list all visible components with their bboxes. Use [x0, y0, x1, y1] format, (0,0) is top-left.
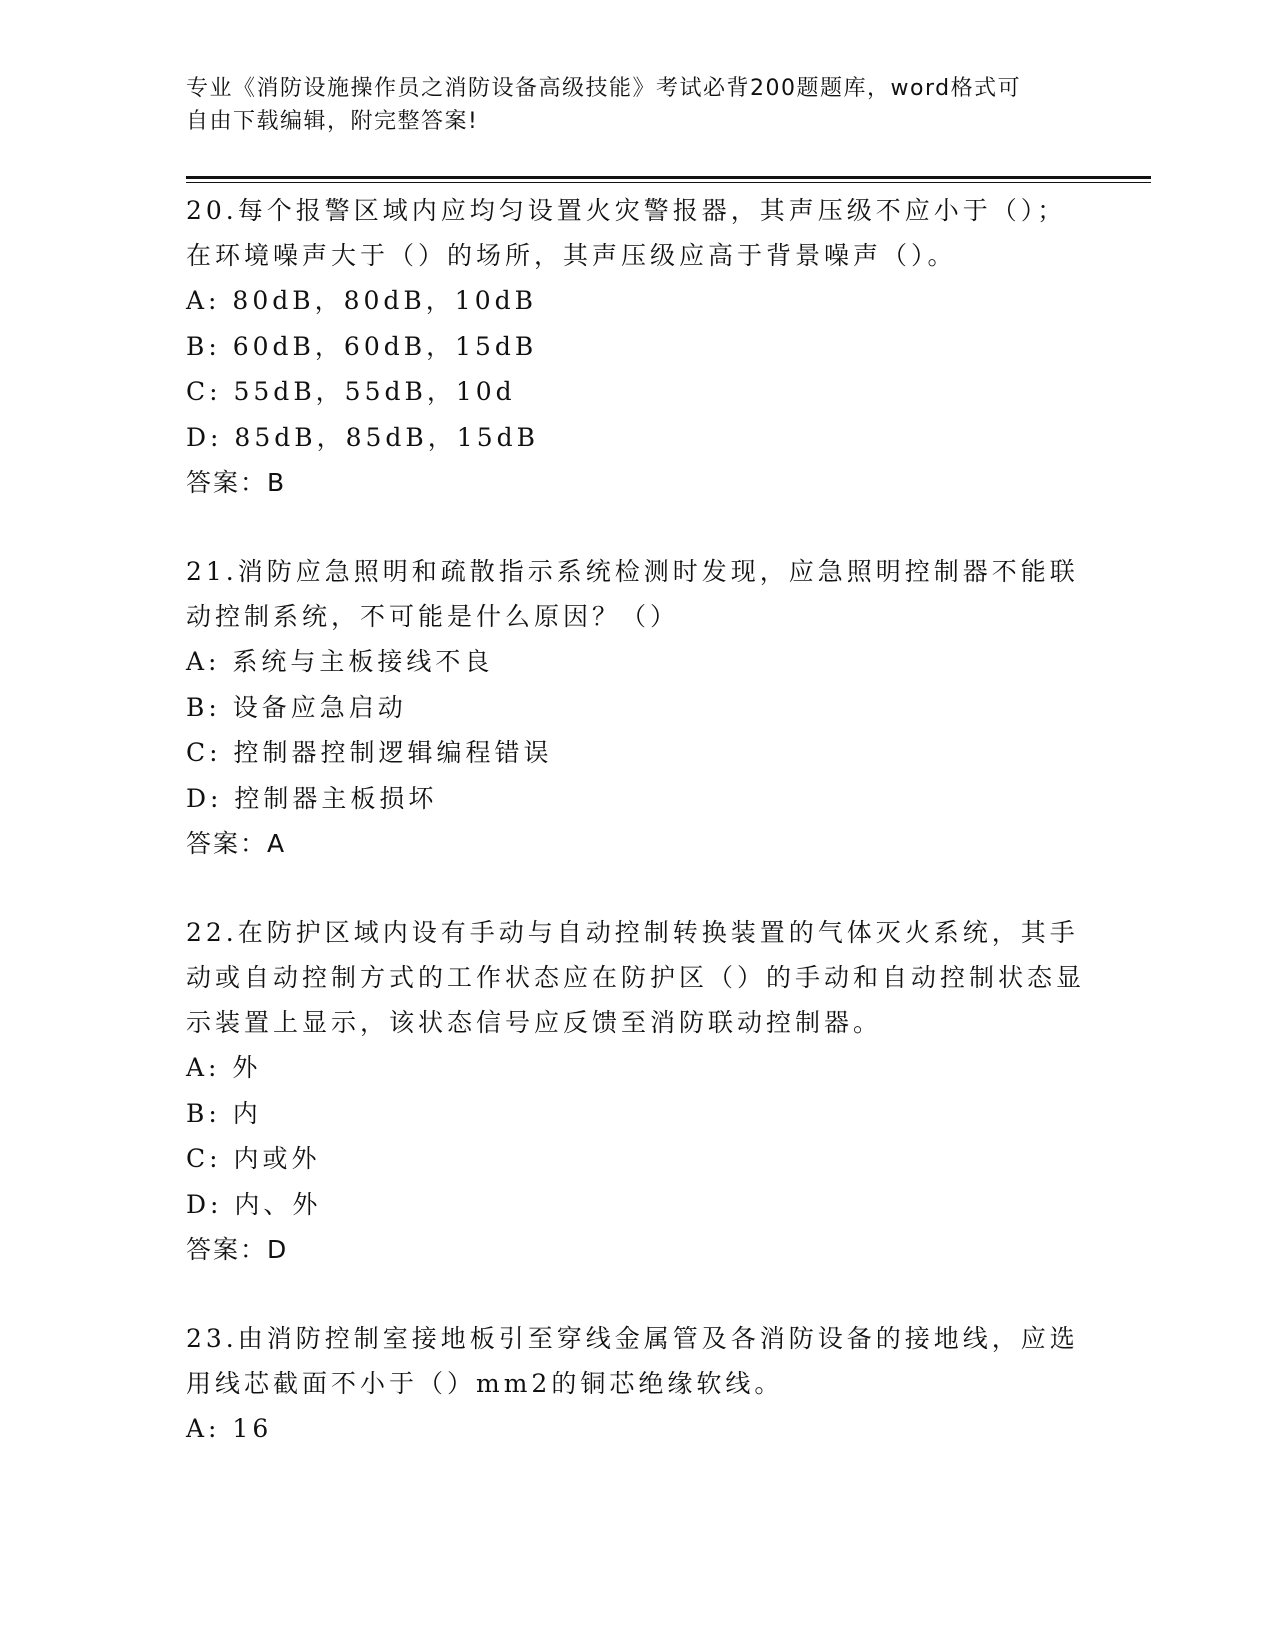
- question-list: [186, 188, 1086, 1495]
- question-stem: 22.在防护区域内设有手动与自动控制转换装置的气体灭火系统，其手动或自动控制方式的工作状态应在防护区（）的手动和自动控制状态显示装置上显示，该状态信号应反馈至消防联动控制器。: [186, 918, 1086, 1037]
- option-c: C: 控制器控制逻辑编程错误: [186, 738, 553, 767]
- document-header: [186, 72, 1066, 138]
- answer-line: 答案：A: [186, 829, 287, 858]
- option-c: C: 内或外: [186, 1144, 321, 1173]
- question-20: [186, 188, 1086, 506]
- option-d: D: 85dB，85dB，15dB: [186, 422, 539, 452]
- answer-line: 答案：B: [186, 468, 287, 497]
- header-divider-thin: [186, 182, 1151, 183]
- question-stem: 23.由消防控制室接地板引至穿线金属管及各消防设备的接地线，应选用线芯截面不小于（）mm2的铜芯绝缘软线。: [186, 1324, 1079, 1398]
- option-c: C: 55dB，55dB，10d: [186, 377, 516, 406]
- question-21: [186, 549, 1086, 867]
- option-a: A: 系统与主板接线不良: [186, 647, 494, 676]
- answer-line: 答案：D: [186, 1235, 289, 1264]
- question-stem: 20.每个报警区域内应均匀设置火灾警报器，其声压级不应小于（）；在环境噪声大于（）的场所，其声压级应高于背景噪声（）。: [186, 196, 1067, 270]
- option-a: A: 80dB，80dB，10dB: [186, 286, 537, 315]
- option-b: B: 设备应急启动: [186, 692, 407, 722]
- question-23: [186, 1316, 1086, 1452]
- header-line-1: 专业《消防设施操作员之消防设备高级技能》考试必背200题题库，word格式可: [186, 76, 1022, 101]
- option-a: A: 16: [186, 1414, 273, 1443]
- option-a: A: 外: [186, 1053, 262, 1082]
- question-22: [186, 910, 1086, 1273]
- option-d: D: 控制器主板损坏: [186, 783, 438, 813]
- header-line-2: 自由下载编辑，附完整答案!: [186, 109, 479, 134]
- option-d: D: 内、外: [186, 1189, 322, 1219]
- option-b: B: 内: [186, 1098, 262, 1128]
- question-stem: 21.消防应急照明和疏散指示系统检测时发现，应急照明控制器不能联动控制系统，不可能是什么原因？（）: [186, 557, 1079, 631]
- header-divider-thick: [186, 176, 1151, 179]
- option-b: B: 60dB，60dB，15dB: [186, 331, 538, 361]
